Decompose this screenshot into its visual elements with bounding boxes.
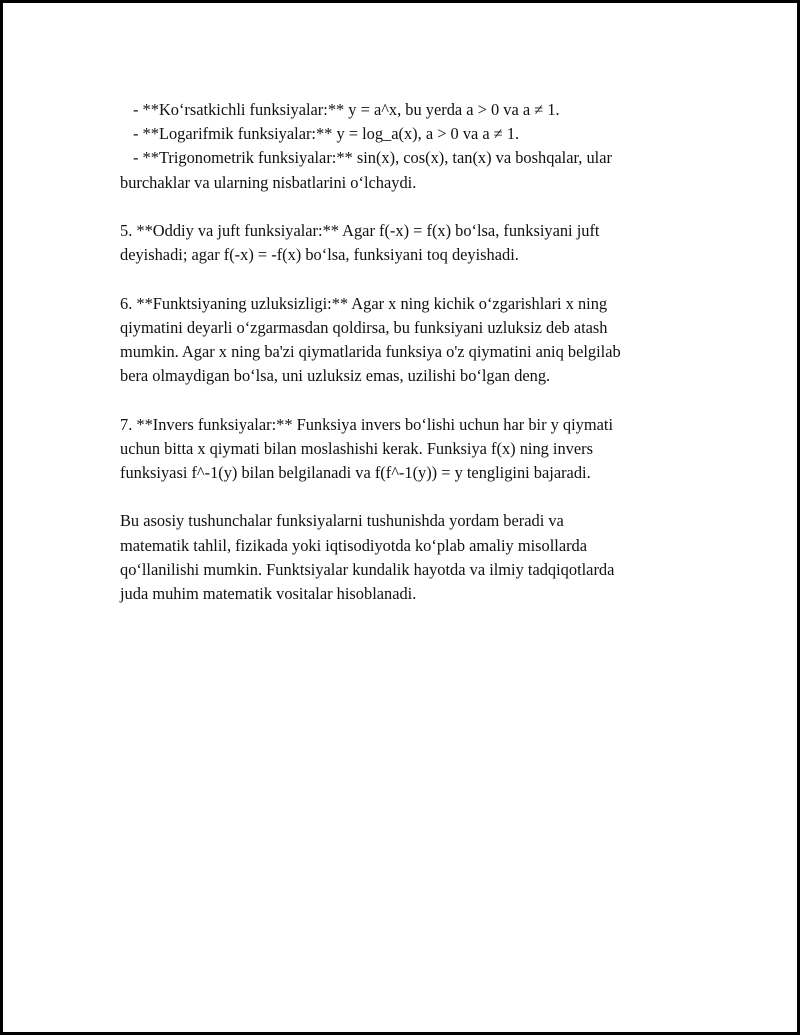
document-body	[120, 98, 700, 630]
paragraph-line: uchun bitta x qiymati bilan moslashishi kerak. Funksiya f(x) ning invers	[120, 438, 593, 458]
paragraph-line: 6. **Funktsiyaning uzluksizligi:** Agar x ning kichik o‘zgarishlari x ning	[120, 293, 608, 313]
paragraph-line: mumkin. Agar x ning ba'zi qiymatlarida funksiya o'z qiymatini aniq belgilab	[120, 342, 621, 361]
section-even-odd-functions	[120, 219, 700, 267]
paragraph-line: funksiyasi f^-1(y) bilan belgilanadi va f(f^-1(y)) = y tengligini bajaradi.	[120, 463, 591, 482]
paragraph-line: qo‘llanilishi mumkin. Funktsiyalar kundalik hayotda va ilmiy tadqiqotlarda	[120, 559, 615, 579]
paragraph-line: deyishadi; agar f(-x) = -f(x) bo‘lsa, funksiyani toq deyishadi.	[120, 245, 519, 265]
paragraph-line: matematik tahlil, fizikada yoki iqtisodiyotda ko‘plab amaliy misollarda	[120, 535, 588, 555]
conclusion-paragraph	[120, 509, 700, 606]
list-item-logarithmic: - **Logarifmik funksiyalar:** y = log_a(x), a > 0 va a ≠ 1.	[133, 124, 520, 144]
paragraph-line: 5. **Oddiy va juft funksiyalar:** Agar f(-x) = f(x) bo‘lsa, funksiyani juft	[120, 221, 600, 240]
paragraph-line: Bu asosiy tushunchalar funksiyalarni tushunishda yordam beradi va	[120, 511, 564, 531]
paragraph-line: 7. **Invers funksiyalar:** Funksiya invers bo‘lishi uchun har bir y qiymati	[120, 414, 614, 434]
paragraph-line: juda muhim matematik vositalar hisoblanadi.	[120, 584, 417, 603]
section-inverse-functions	[120, 413, 700, 486]
list-item-exponential: - **Ko‘rsatkichli funksiyalar:** y = a^x, bu yerda a > 0 va a ≠ 1.	[133, 100, 560, 119]
paragraph-line: bera olmaydigan bo‘lsa, uni uzluksiz emas, uzilishi bo‘lgan deng.	[120, 366, 551, 386]
list-item-trigonometric: - **Trigonometrik funksiyalar:** sin(x), cos(x), tan(x) va boshqalar, ular	[133, 148, 612, 168]
section-continuity	[120, 292, 700, 389]
function-types-list	[120, 98, 700, 195]
paragraph-line: qiymatini deyarli o‘zgarmasdan qoldirsa, bu funksiyani uzluksiz deb atash	[120, 317, 608, 337]
list-item-trigonometric-continued: burchaklar va ularning nisbatlarini o‘lchaydi.	[120, 172, 417, 192]
